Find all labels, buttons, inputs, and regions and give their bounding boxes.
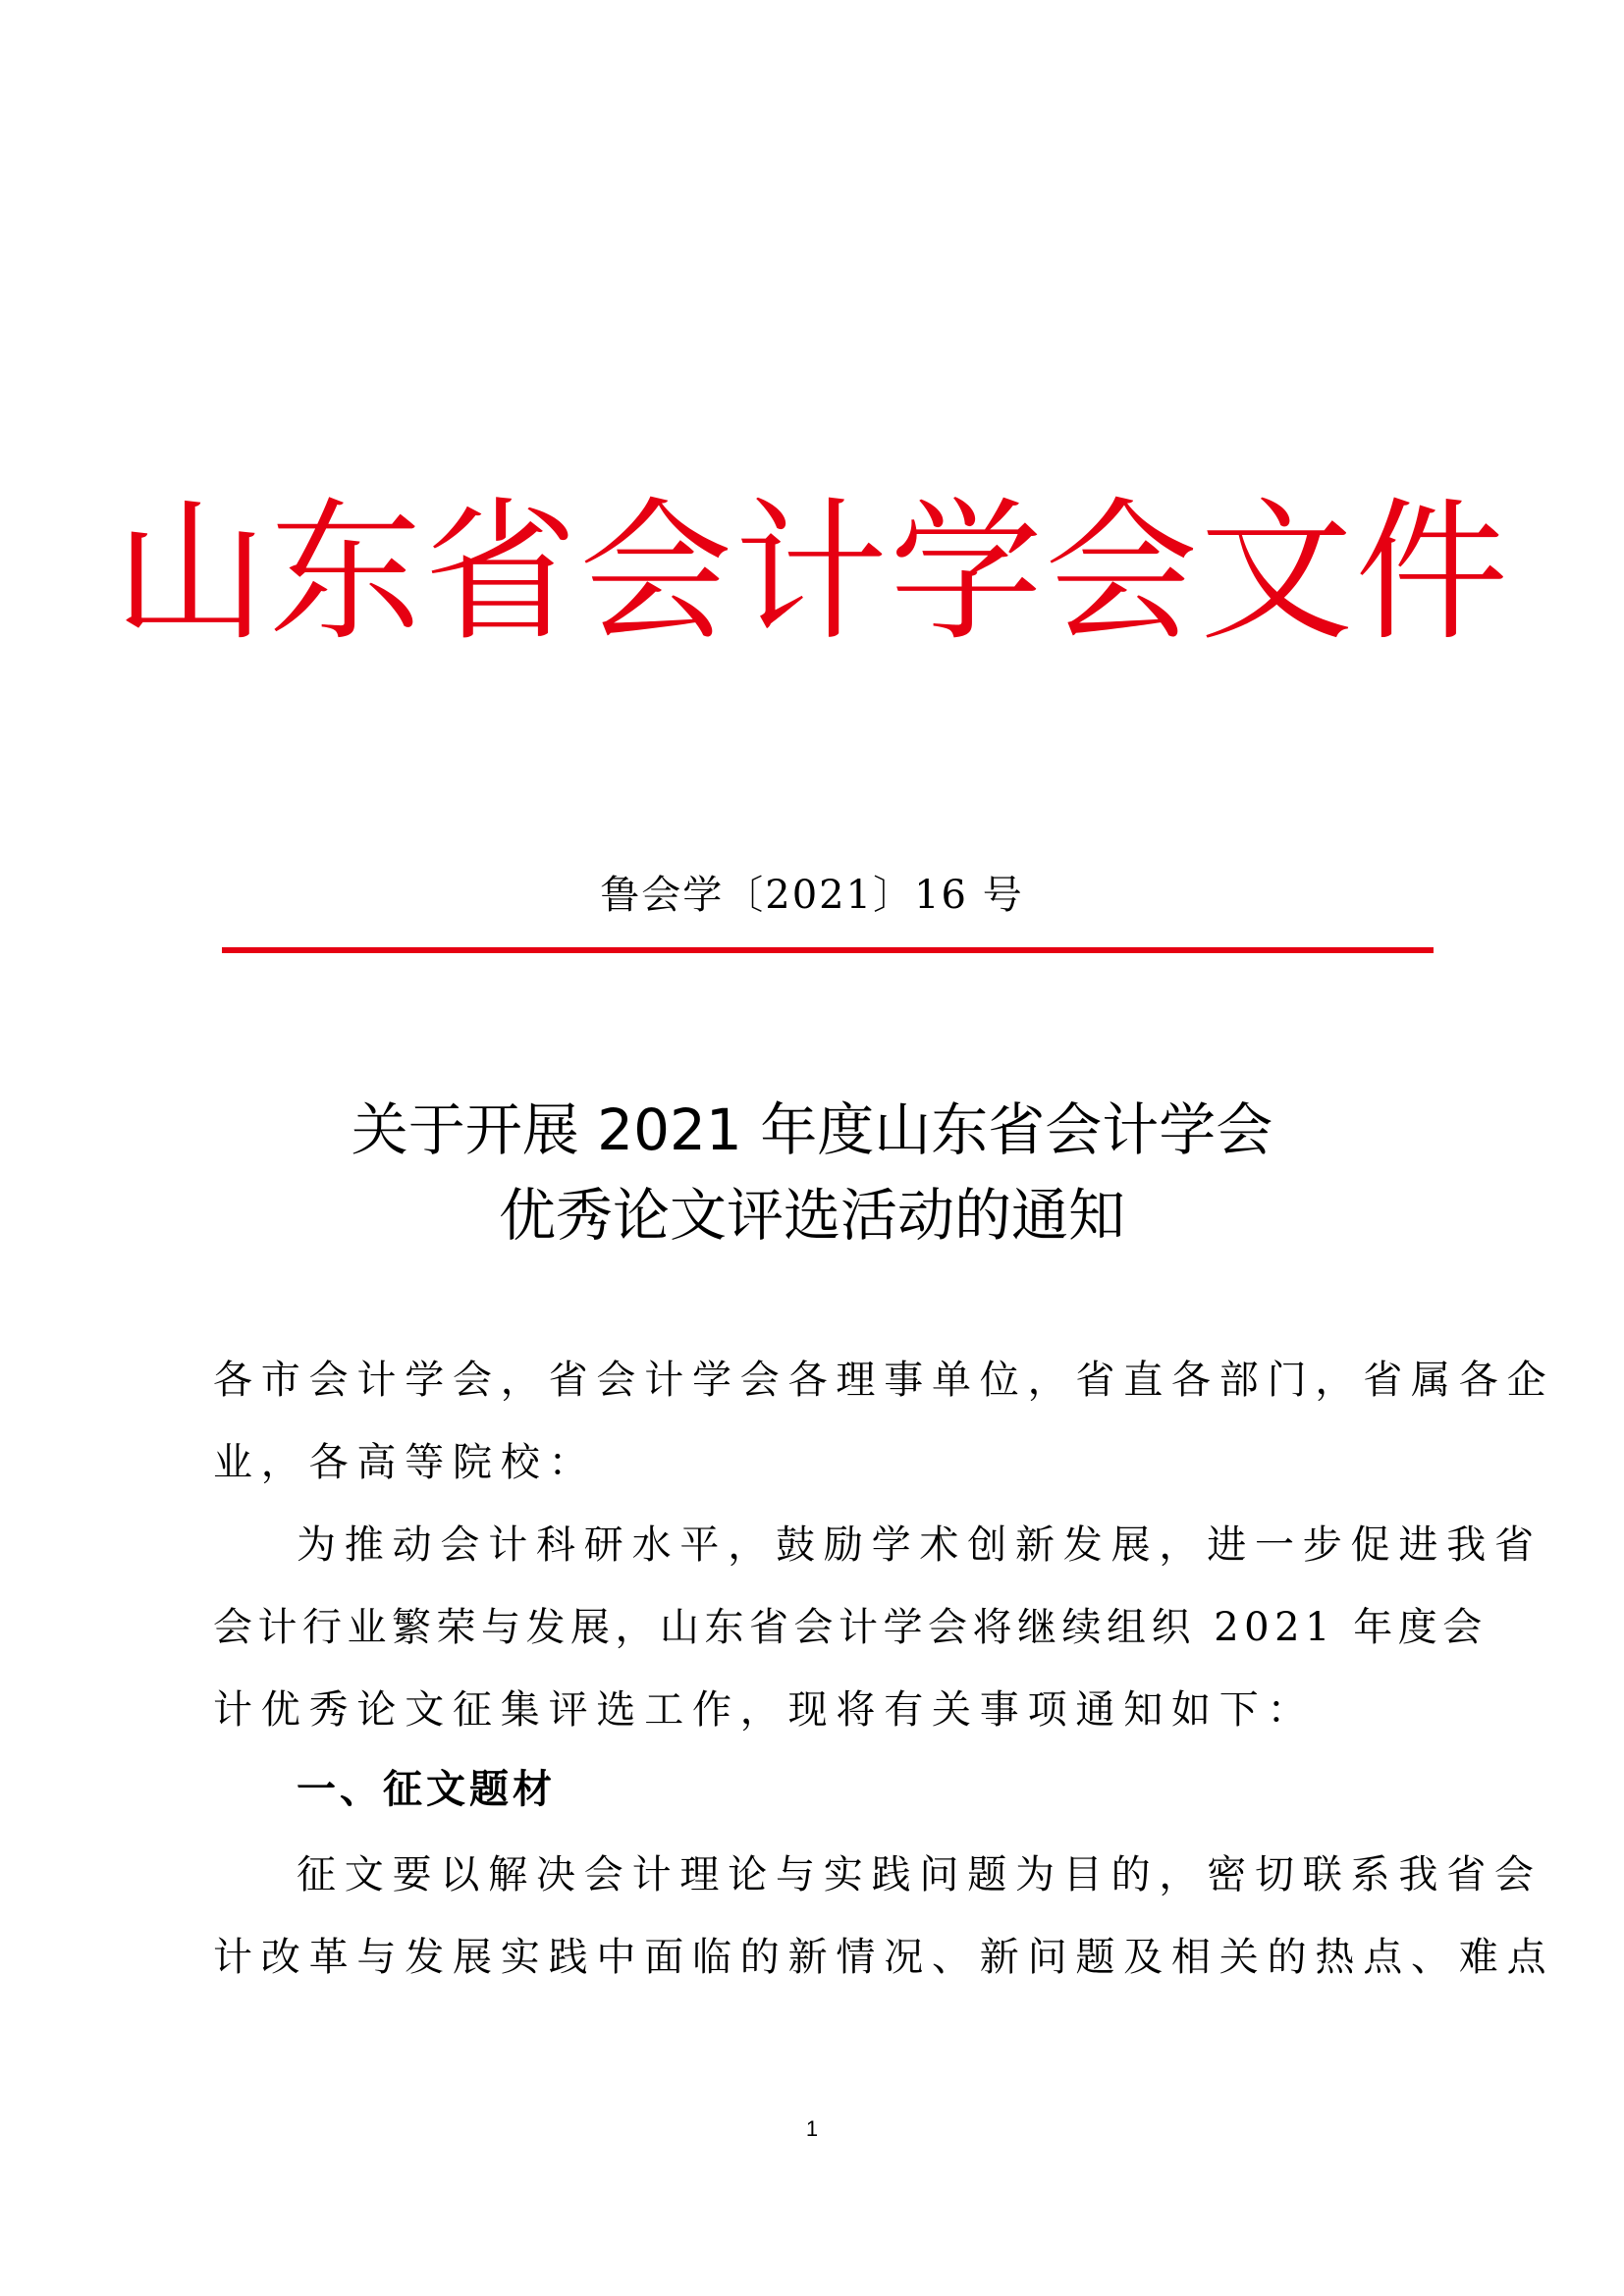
paragraph-1-line-3: 计优秀论文征集评选工作，现将有关事项通知如下：: [213, 1687, 1316, 1733]
header-divider: [222, 947, 1434, 953]
document-header-title: 山东省会计学会文件: [114, 483, 1510, 662]
paragraph-2-line-2: 计改革与发展实践中面临的新情况、新问题及相关的热点、难点: [213, 1935, 1555, 1980]
page-number: 1: [805, 2116, 819, 2141]
notice-title-line-2: 优秀论文评选活动的通知: [498, 1182, 1125, 1249]
paragraph-2-line-1: 征文要以解决会计理论与实践问题为目的，密切联系我省会: [297, 1852, 1543, 1897]
paragraph-1-line-2: 会计行业繁荣与发展，山东省会计学会将继续组织 2021 年度会: [213, 1605, 1488, 1650]
paragraph-1-line-1: 为推动会计科研水平，鼓励学术创新发展，进一步促进我省: [297, 1522, 1543, 1568]
document-number: 鲁会学〔2021〕16 号: [600, 873, 1024, 918]
notice-title-line-1: 关于开展 2021 年度山东省会计学会: [351, 1096, 1273, 1163]
salutation-line-1: 各市会计学会，省会计学会各理事单位，省直各部门，省属各企: [213, 1358, 1555, 1403]
salutation-line-2: 业，各高等院校：: [213, 1440, 597, 1485]
section-heading: 一、征文题材: [297, 1767, 556, 1812]
